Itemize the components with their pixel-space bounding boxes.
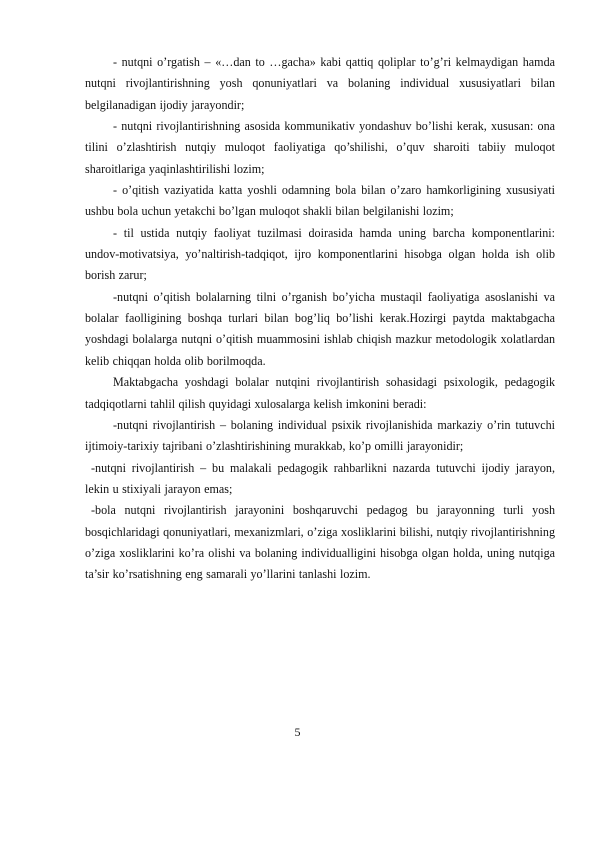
paragraph-8: -nutqni rivojlantirish – bu malakali pedagogik rahbarlikni nazarda tutuvchi ijodiy jarayon, lekin u stixiyali jarayon emas; [85,460,555,496]
paragraph-6: Maktabgacha yoshdagi bolalar nutqini rivojlantirish sohasidagi psixologik, pedagogik tadqiqotlarni tahlil qilish quyidagi xulosalarga kelish imkonini beradi: [85,375,555,411]
paragraph-2: - nutqni rivojlantirishning asosida kommunikativ yondashuv bo’lishi kerak, xususan: ona tilini o’zlashtirish nutqiy muloqot faoliyatiga qo’shilishi, o’quv sharoiti tabiiy muloqot sharoitlariga yaqinlashtirilishi lozim; [85,119,555,176]
paragraph-1: - nutqni o’rgatish – «…dan to …gacha» kabi qattiq qoliplar to’g’ri kelmaydigan hamda nutqni rivojlantirishning yosh qonuniyatlari va bolaning individual xususiyatlari bilan belgilanadigan ijodiy jarayondir; [85,55,555,112]
paragraph-3: - o’qitish vaziyatida katta yoshli odamning bola bilan o’zaro hamkorligining xususiyati ushbu bola uchun yetakchi bo’lgan muloqot shakli bilan belgilanishi lozim; [85,183,555,219]
paragraph-7: -nutqni rivojlantirish – bolaning individual psixik rivojlanishida markaziy o’rin tutuvchi ijtimoiy-tarixiy tajribani o’zlashtirishining murakkab, ko’p omilli jarayonidir; [85,417,555,454]
paragraph-9: -bola nutqni rivojlantirish jarayonini boshqaruvchi pedagog bu jarayonning turli yosh bosqichlaridagi qonuniyatlari, mexanizmlari, o’ziga xosliklarini bilishi, nutqiy rivojlantirishning o’ziga xosliklarini ko’ra olishi va bolaning individualligini hisobga olgan holda, uning nutqiga ta’sir ko’rsatishning eng samarali yo’llarini tanlashi lozim. [85,503,555,582]
document-page [85,52,555,586]
paragraph-4: - til ustida nutqiy faoliyat tuzilmasi doirasida hamda uning barcha komponentlarini: undov-motivatsiya, yo’naltirish-tadqiqot, ijro komponentlarini hisobga olgan holda ish olib borish zarur; [85,225,555,283]
page-number: 5 [294,725,301,739]
paragraph-5: -nutqni o’qitish bolalarning tilni o’rganish bo’yicha mustaqil faoliyatiga asoslanishi va bolalar faolligining boshqa turlari bilan bog’liq bo’lishi kerak.Hozirgi paytda maktabgacha yoshdagi bolalarga nutqni o’qitish muammosini ishlab chiqish mazkur metodologik xolatlardan kelib chiqqan holda olib borilmoqda. [85,289,555,368]
